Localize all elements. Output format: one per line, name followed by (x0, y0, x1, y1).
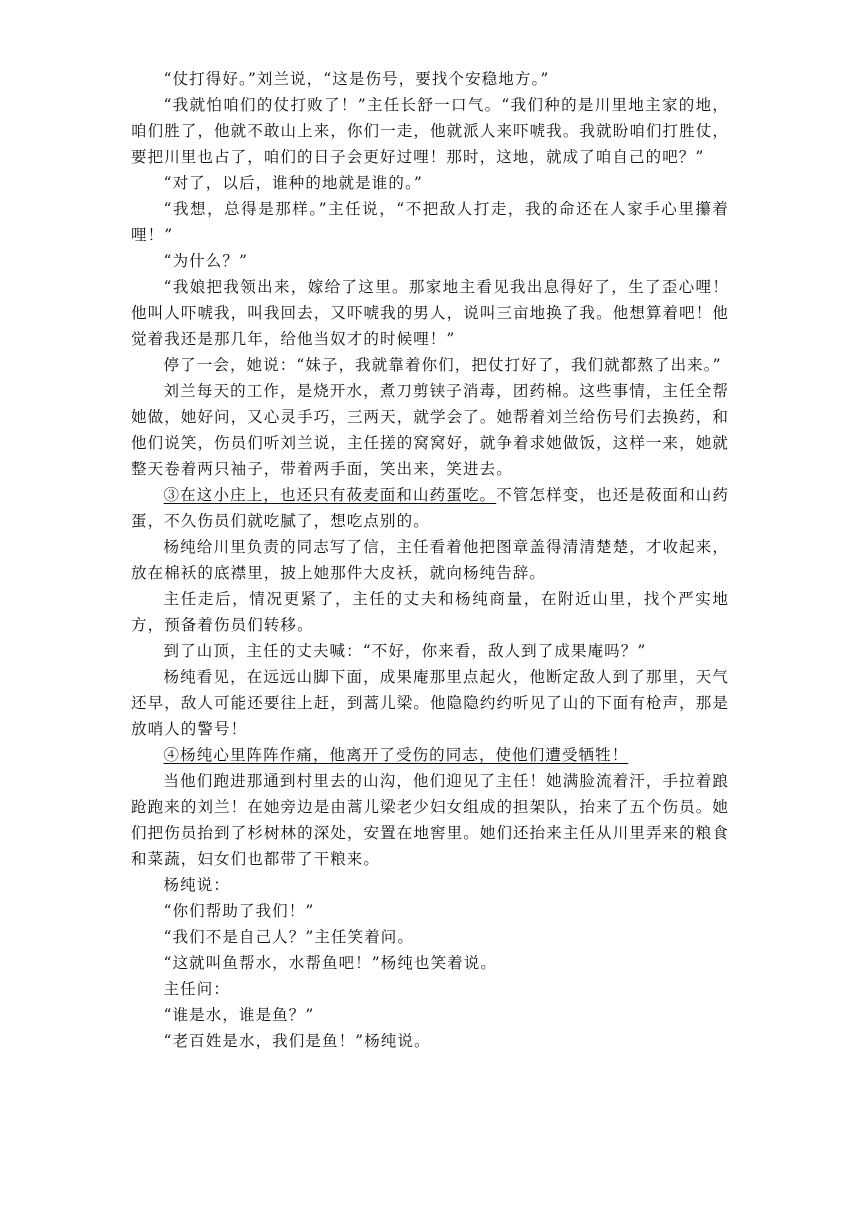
paragraph-with-underlined-sentence-3 (131, 482, 729, 534)
paragraph: “我们不是自己人？”主任笑着问。 (163, 928, 414, 946)
paragraph: “我就怕咱们的仗打败了！”主任长舒一口气。“我们种的是川里地主家的地，咱们胜了，他就不敢山上来，你们一走，他就派人来吓唬我。我就盼咱们打胜仗，要把川里也占了，咱们的日子会更好过哩！那时，这地，就成了咱自己的吧？” (131, 96, 729, 166)
paragraph: 刘兰每天的工作，是烧开水，煮刀剪铗子消毒，团药棉。这些事情，主任全帮她做，她好问，又心灵手巧，三两天，就学会了。她帮着刘兰给伤号们去换药，和他们说笑，伤员们听刘兰说，主任搓的窝窝好，就争着求她做饭，这样一来，她就整天卷着两只袖子，带着两手面，笑出来，笑进去。 (131, 382, 729, 478)
paragraph: “你们帮助了我们！” (163, 902, 315, 920)
paragraph: “这就叫鱼帮水，水帮鱼吧！”杨纯也笑着说。 (163, 954, 497, 972)
paragraph: “仗打得好。”刘兰说，“这是伤号，要找个安稳地方。” (163, 70, 550, 88)
paragraph: 到了山顶，主任的丈夫喊：“不好，你来看，敌人到了成果庵吗？” (163, 642, 647, 660)
underlined-sentence-4: ④杨纯心里阵阵作痛，他离开了受伤的同志，使他们遭受牺牲！ (163, 746, 629, 764)
paragraph: “老百姓是水，我们是鱼！”杨纯说。 (163, 1032, 431, 1050)
underlined-sentence-3: ③在这小庄上，也还只有莜麦面和山药蛋吃。 (163, 486, 497, 504)
paragraph: 杨纯看见，在远远山脚下面，成果庵那里点起火，他断定敌人到了那里，天气还早，敌人可能还要往上赶，到蒿儿梁。他隐隐约约听见了山的下面有枪声，那是放哨人的警号！ (131, 668, 729, 738)
paragraph: 主任问： (163, 980, 230, 998)
paragraph: “我想，总得是那样。”主任说，“不把敌人打走，我的命还在人家手心里攥着哩！” (131, 200, 729, 244)
paragraph: “谁是水，谁是鱼？” (163, 1006, 315, 1024)
paragraph: “为什么？” (163, 252, 248, 270)
paragraph: “我娘把我领出来，嫁给了这里。那家地主看见我出息得好了，生了歪心哩！他叫人吓唬我，叫我回去，又吓唬我的男人，说叫三亩地换了我。他想算着吧！他觉着我还是那几年，给他当奴才的时候哩！” (131, 278, 729, 348)
paragraph-remainder: 不管怎样变，也还是莜面和山药蛋，不久伤员们就吃腻了，想吃点别的。 (131, 486, 729, 530)
paragraph: 杨纯说： (163, 876, 230, 894)
paragraph: 杨纯给川里负责的同志写了信，主任看着他把图章盖得清清楚楚，才收起来，放在棉袄的底襟里，披上她那件大皮袄，就向杨纯告辞。 (131, 538, 729, 582)
paragraph: 停了一会，她说：“妹子，我就靠着你们，把仗打好了，我们就都熬了出来。” (163, 356, 722, 374)
paragraph: “对了，以后，谁种的地就是谁的。” (163, 174, 423, 192)
paragraph: 主任走后，情况更紧了，主任的丈夫和杨纯商量，在附近山里，找个严实地方，预备着伤员们转移。 (131, 590, 729, 634)
paragraph: 当他们跑进那通到村里去的山沟，他们迎见了主任！她满脸流着汗，手拉着踉跄跑来的刘兰！在她旁边是由蒿儿梁老少妇女组成的担架队，抬来了五个伤员。她们把伤员抬到了杉树林的深处，安置在地窖里。她们还抬来主任从川里弄来的粮食和菜蔬，妇女们也都带了干粮来。 (131, 772, 729, 868)
story-text (131, 66, 729, 1054)
paragraph-with-underlined-sentence-4 (131, 742, 729, 768)
